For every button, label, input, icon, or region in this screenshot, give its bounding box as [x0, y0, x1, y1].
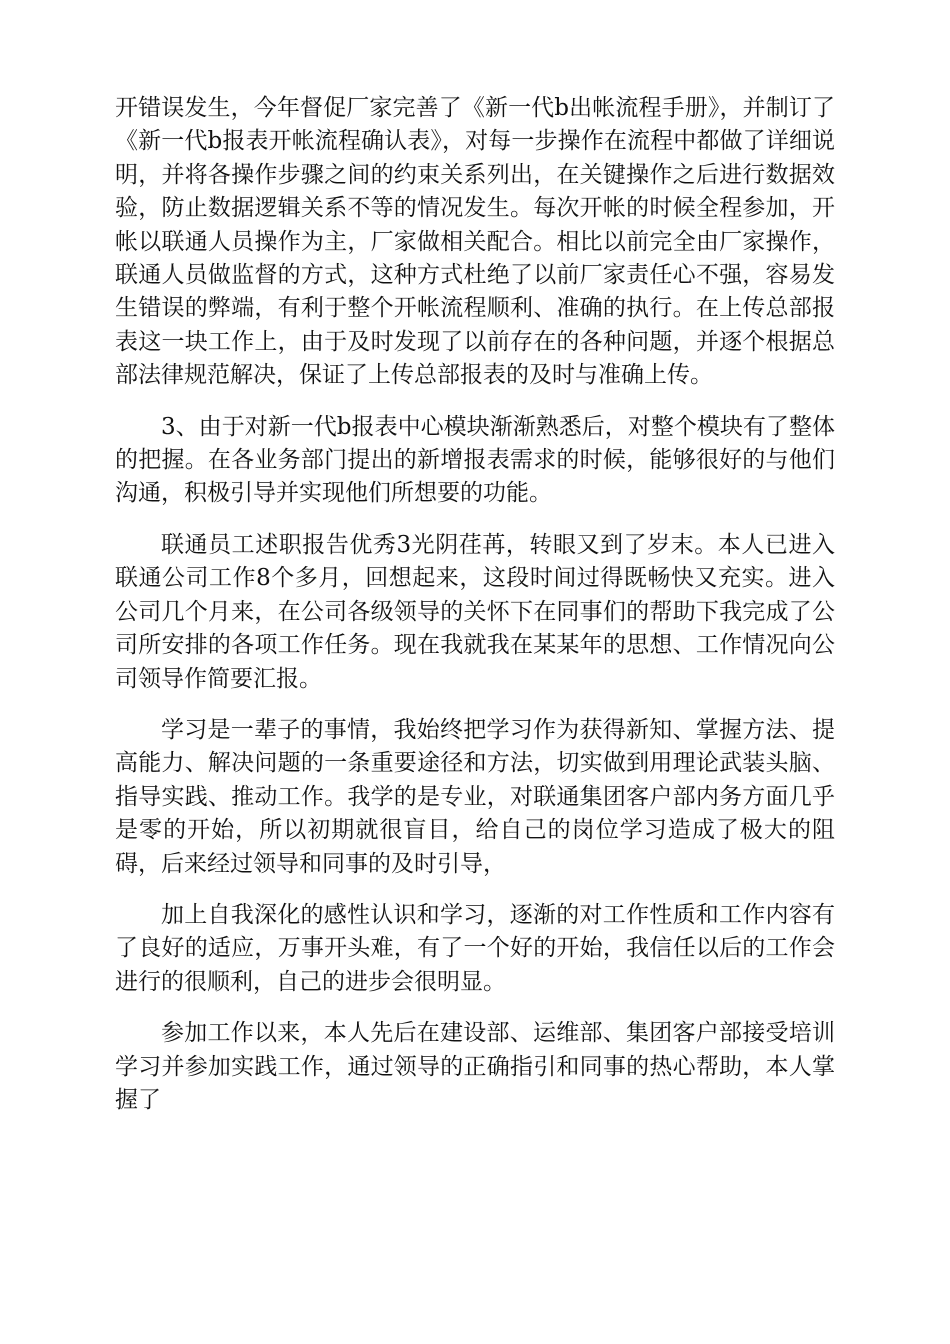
- paragraph-2: 3、由于对新一代b报表中心模块渐渐熟悉后，对整个模块有了整体的把握。在各业务部门提出的新增报表需求的时候，能够很好的与他们沟通，积极引导并实现他们所想要的功能。: [115, 413, 835, 507]
- paragraph-1: 开错误发生，今年督促厂家完善了《新一代b出帐流程手册》，并制订了《新一代b报表开帐流程确认表》，对每一步操作在流程中都做了详细说明，并将各操作步骤之间的约束关系列出，在关键操作之后进行数据效验，防止数据逻辑关系不等的情况发生。每次开帐的时候全程参加，开帐以联通人员操作为主，厂家做相关配合。相比以前完全由厂家操作，联通人员做监督的方式，这种方式杜绝了以前厂家责任心不强，容易发生错误的弊端，有利于整个开帐流程顺利、准确的执行。在上传总部报表这一块工作上，由于及时发现了以前存在的各种问题，并逐个根据总部法律规范解决，保证了上传总部报表的及时与准确上传。: [115, 95, 835, 389]
- paragraph-6: 参加工作以来，本人先后在建设部、运维部、集团客户部接受培训学习并参加实践工作，通过领导的正确指引和同事的热心帮助，本人掌握了: [115, 1020, 835, 1113]
- paragraph-3: 联通员工述职报告优秀3光阴荏苒，转眼又到了岁末。本人已进入联通公司工作8个多月，回想起来，这段时间过得既畅快又充实。进入公司几个月来，在公司各级领导的关怀下在同事们的帮助下我完成了公司所安排的各项工作任务。现在我就我在某某年的思想、工作情况向公司领导作简要汇报。: [115, 531, 835, 692]
- paragraph-4: 学习是一辈子的事情，我始终把学习作为获得新知、掌握方法、提高能力、解决问题的一条重要途径和方法，切实做到用理论武装头脑、指导实践、推动工作。我学的是专业，对联通集团客户部内务方面几乎是零的开始，所以初期就很盲目，给自己的岗位学习造成了极大的阻碍，后来经过领导和同事的及时引导，: [115, 716, 835, 877]
- document-page: [115, 92, 835, 1135]
- paragraph-5: 加上自我深化的感性认识和学习，逐渐的对工作性质和工作内容有了良好的适应，万事开头难，有了一个好的开始，我信任以后的工作会进行的很顺利，自己的进步会很明显。: [115, 901, 835, 995]
